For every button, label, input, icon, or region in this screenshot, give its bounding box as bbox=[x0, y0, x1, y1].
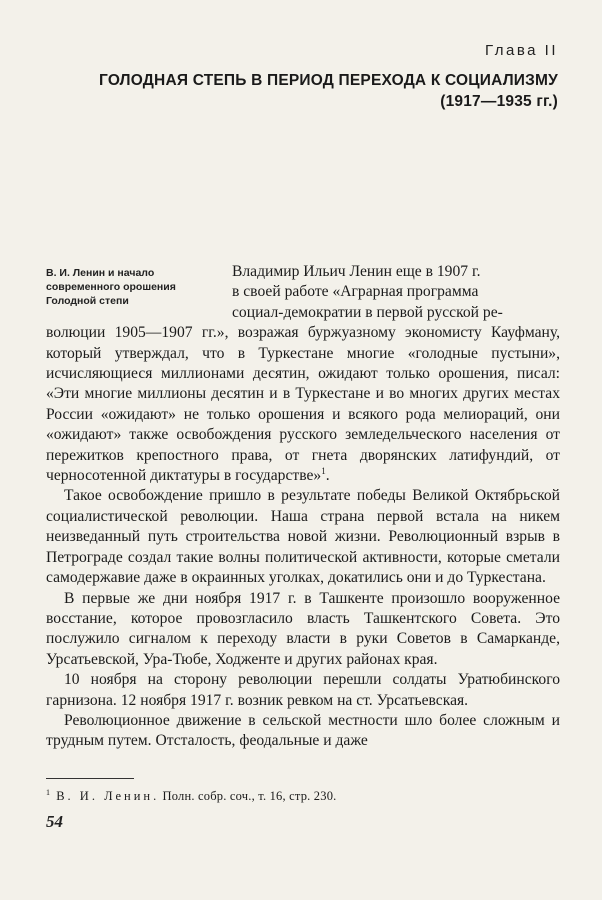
page-number: 54 bbox=[46, 812, 63, 831]
lead-lines bbox=[232, 262, 560, 323]
paragraph: Такое освобождение пришло в результате победы Великой Октябрьской социалистической революции. Наша страна первой встала на никем неизведанный путь строительства новой жизни. Революционный взрыв в Петрограде создал такие волны политической активности, которые сметали самодержавие даже в окраинных уголках, докатились они и до Туркестана. bbox=[46, 487, 560, 587]
side-note-line: В. И. Ленин и начало bbox=[46, 267, 155, 279]
footnote-divider bbox=[46, 778, 134, 779]
chapter-years: (1917—1935 гг.) bbox=[440, 93, 558, 110]
paragraph-end: . bbox=[325, 467, 330, 485]
lead-line: Владимир Ильич Ленин еще в 1907 г. bbox=[232, 263, 481, 280]
chapter-label: Глава II bbox=[484, 42, 558, 59]
paragraph: В первые же дни ноября 1917 г. в Ташкенте произошло вооруженное восстание, которое провозгласило власть Ташкентского Совета. Это послужило сигналом к переходу власти в руки Советов в Самарканде, Урсатьевской, Ура-Тюбе, Ходженте и других районах края. bbox=[46, 589, 560, 668]
footnote-author: В. И. Ленин. bbox=[56, 789, 160, 804]
paragraph: Революционное движение в сельской местности шло более сложным и трудным путем. Отсталость, феодальные и даже bbox=[46, 711, 560, 750]
paragraph bbox=[46, 323, 560, 486]
paragraph: 10 ноября на сторону революции перешли солдаты Уратюбинского гарнизона. 12 ноября 1917 г. возник ревком на ст. Урсатьевская. bbox=[46, 671, 560, 709]
lead-line: в своей работе «Аграрная программа bbox=[232, 283, 479, 301]
footnote-number: 1 bbox=[46, 788, 51, 797]
footnote-ref[interactable]: 1 bbox=[321, 465, 326, 476]
side-note-line: современного орошения bbox=[46, 281, 176, 293]
body-text bbox=[46, 262, 560, 752]
lead-line: социал-демократии в первой русской ре- bbox=[232, 303, 503, 321]
chapter-title bbox=[38, 70, 558, 112]
side-note-line: Голодной степи bbox=[46, 295, 129, 307]
footnote bbox=[46, 785, 560, 804]
chapter-title-line: ГОЛОДНАЯ СТЕПЬ В ПЕРИОД ПЕРЕХОДА К СОЦИАЛИЗМУ bbox=[99, 72, 558, 89]
footnote-text: Полн. собр. соч., т. 16, стр. 230. bbox=[162, 789, 337, 804]
paragraph-text: волюции 1905—1907 гг.», возражая буржуазному экономисту Кауфману, который утверждал, что в Туркестане многие «голодные пустыни», исчисляющиеся миллионами десятин, ожидают только орошения, писал: «Эти многие миллионы десятин и в Туркестане и во многих других местах России «ожидают» не только орошения и всякого рода мелиораций, они «ожидают» также освобождения русского земледельческого населения от пережитков крепостного права, от гнета дворянских латифундий, от черносотенной диктатуры в государстве» bbox=[46, 324, 560, 485]
